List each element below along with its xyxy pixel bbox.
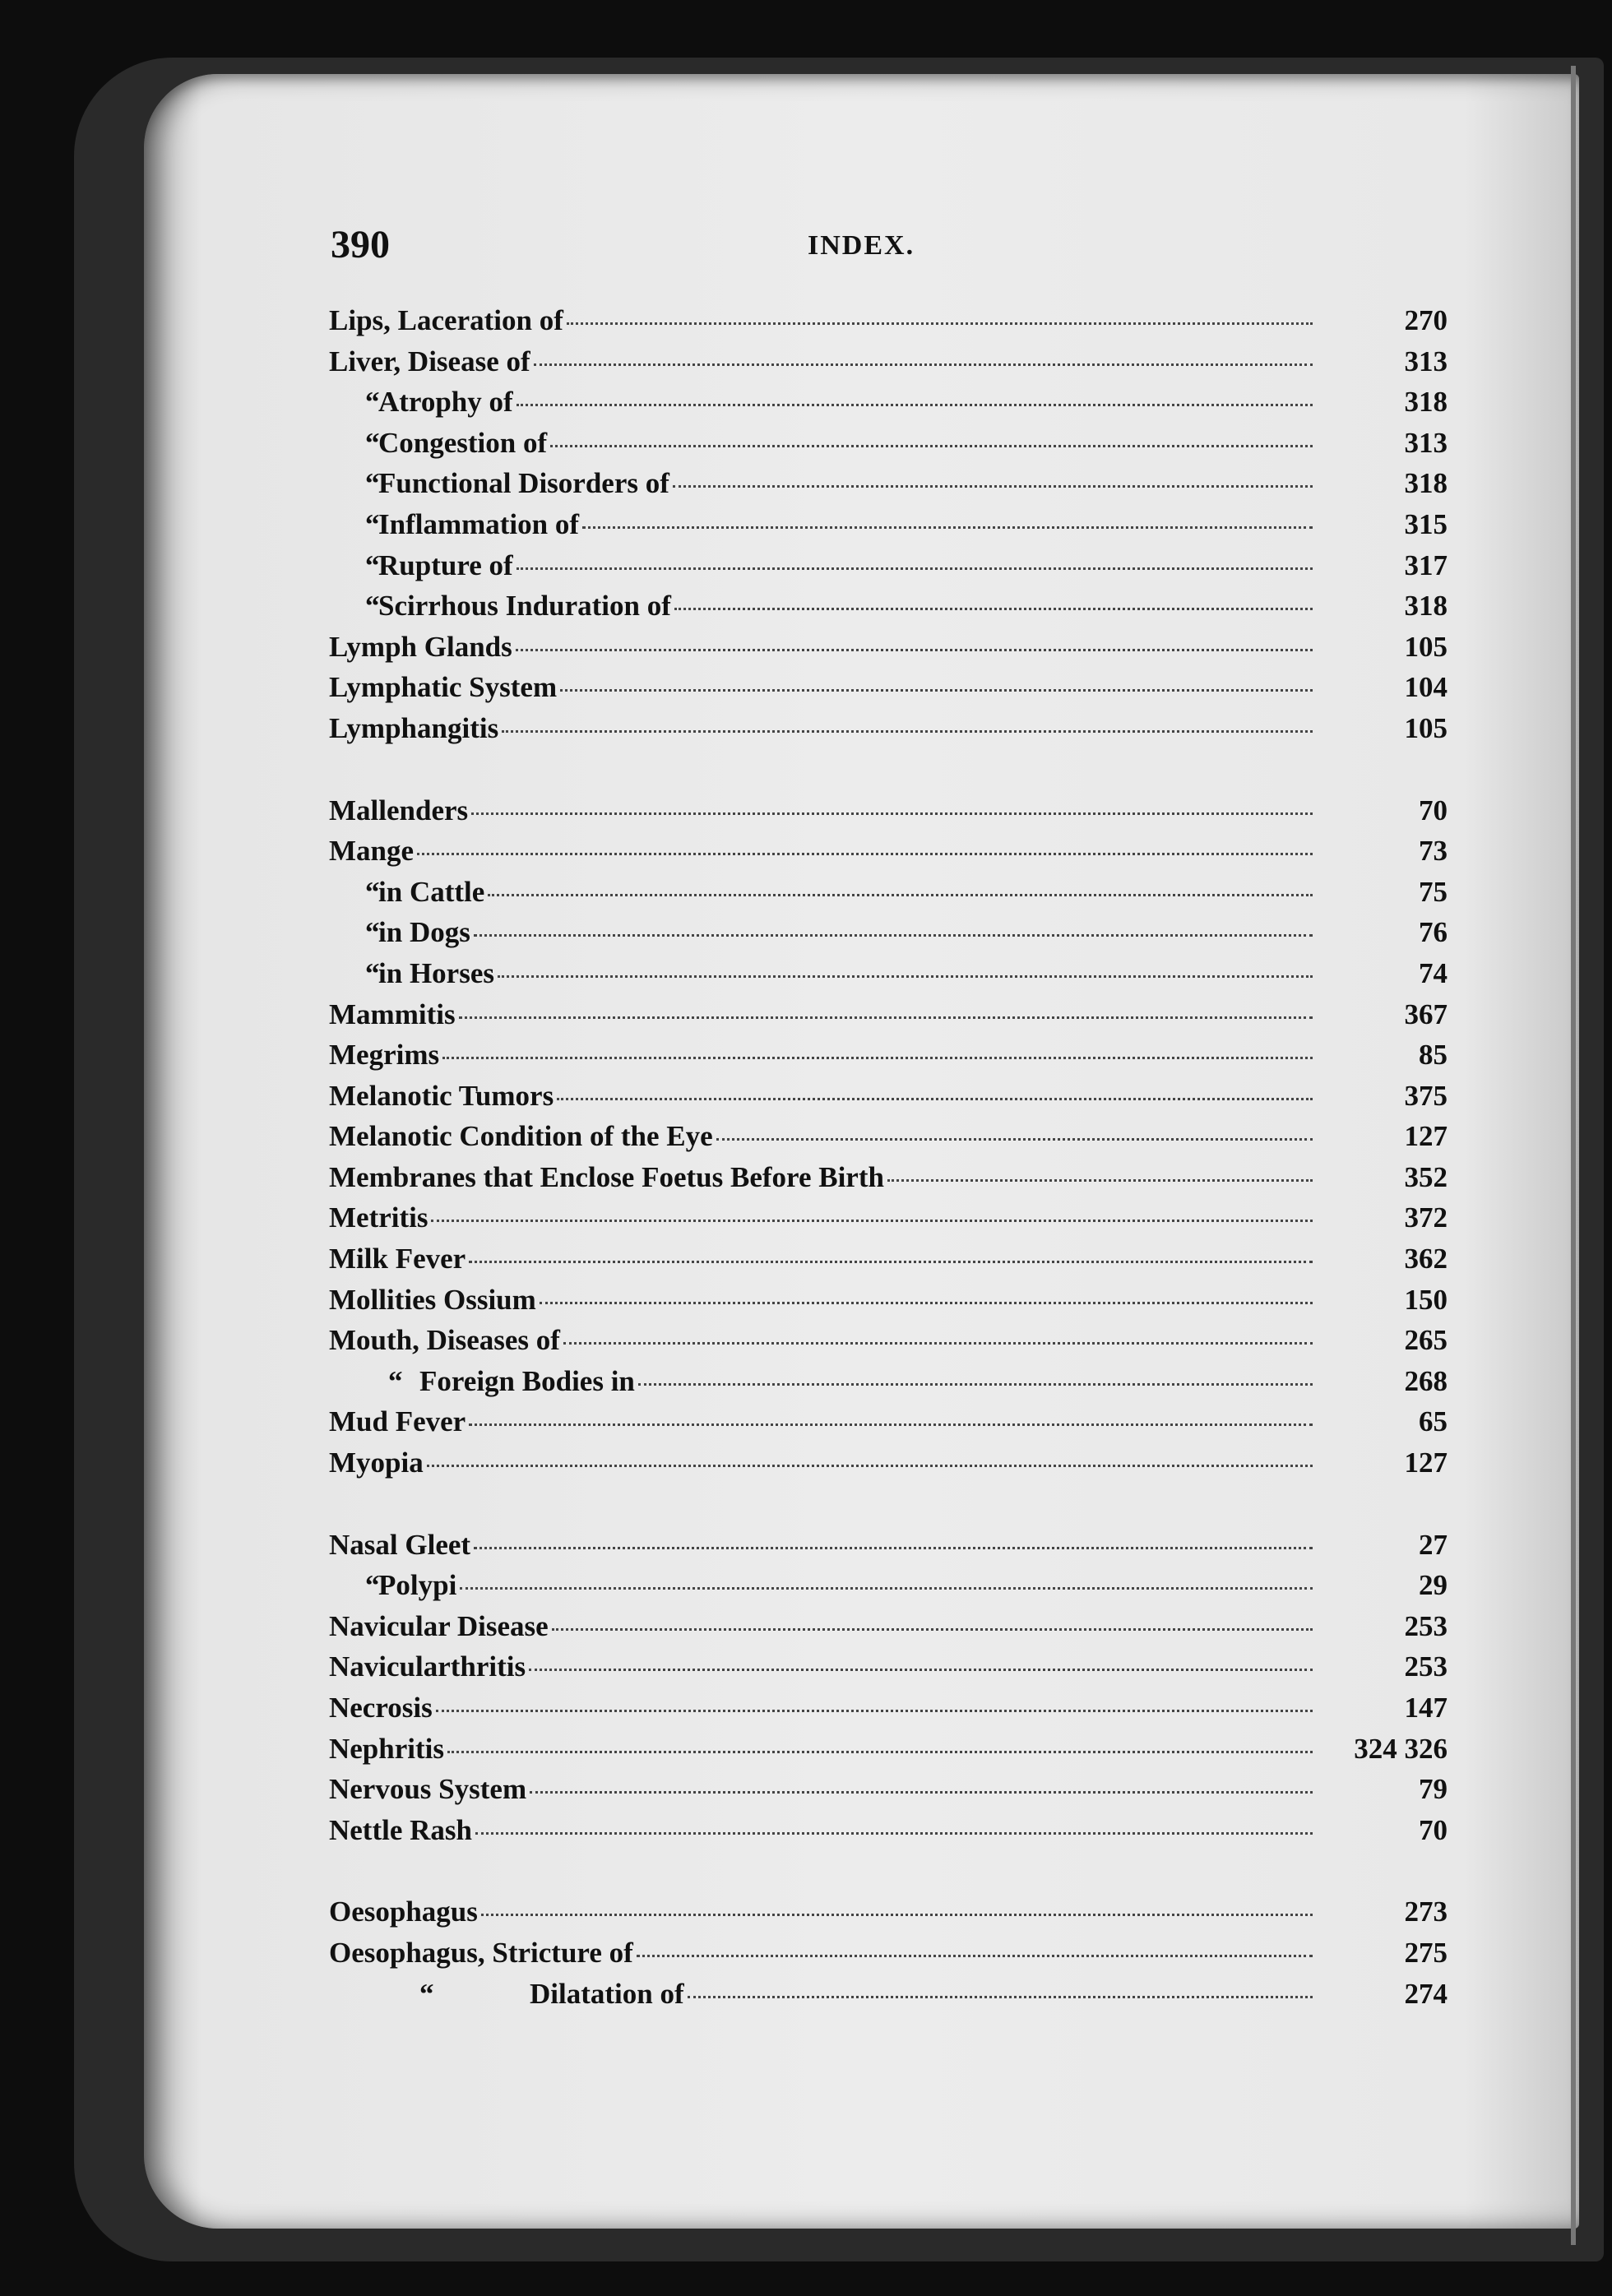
entry-label: Atrophy of	[378, 386, 513, 419]
entry-pages: 318	[1404, 386, 1448, 419]
index-entry	[329, 1814, 1448, 1855]
dot-leader	[716, 1138, 1313, 1141]
dot-leader	[557, 1098, 1313, 1100]
index-entry	[329, 1324, 1448, 1365]
index-entry	[329, 1284, 1448, 1325]
dot-leader	[637, 1955, 1313, 1957]
dot-leader	[638, 1383, 1313, 1386]
entry-pages: 274	[1404, 1977, 1448, 2010]
index-entry	[329, 1733, 1448, 1774]
dot-leader	[442, 1057, 1313, 1059]
entry-pages: 313	[1404, 345, 1448, 377]
entry-label: Mud Fever	[329, 1405, 466, 1438]
index-entry: “ Dilatation of 274	[329, 1978, 1448, 2019]
entry-pages: 65	[1419, 1405, 1448, 1438]
entry-label: Oesophagus, Stricture of	[329, 1936, 633, 1969]
entry-label: Mouth, Diseases of	[329, 1324, 560, 1357]
entry-label: Lymph Glands	[329, 630, 512, 663]
entry-label: Nasal Gleet	[329, 1528, 471, 1561]
entry-pages: 317	[1404, 549, 1448, 581]
entry-pages: 313	[1404, 426, 1448, 459]
entry-label: in Cattle	[378, 875, 485, 908]
index-entry: “ Polypi 29	[329, 1569, 1448, 1610]
entry-pages: 150	[1404, 1283, 1448, 1316]
index-entry: “ Functional Disorders of 318	[329, 467, 1448, 508]
entry-pages: 315	[1404, 507, 1448, 540]
entry-pages: 273	[1404, 1896, 1448, 1928]
entry-label: Nephritis	[329, 1732, 444, 1765]
index-entry	[329, 1610, 1448, 1651]
running-head: INDEX.	[808, 230, 915, 261]
entry-pages: 268	[1404, 1364, 1448, 1397]
index-entry	[329, 1773, 1448, 1814]
entry-label: Membranes that Enclose Foetus Before Birth	[329, 1160, 884, 1193]
entry-label: Liver, Disease of	[329, 345, 530, 377]
entry-label: Nettle Rash	[329, 1813, 472, 1846]
index-entry	[329, 1447, 1448, 1488]
entry-pages: 73	[1419, 835, 1448, 868]
entry-label: Oesophagus	[329, 1896, 478, 1928]
dot-leader	[502, 730, 1313, 733]
entry-label: Functional Disorders of	[378, 467, 669, 500]
entry-label: Dilatation of	[530, 1977, 684, 2010]
dot-leader	[436, 1710, 1313, 1712]
dot-leader	[471, 812, 1313, 815]
index-entry	[329, 345, 1448, 387]
entry-pages: 275	[1404, 1936, 1448, 1969]
entry-label: Lymphangitis	[329, 711, 499, 744]
index-entry: “ in Cattle 75	[329, 876, 1448, 917]
entry-pages: 76	[1419, 916, 1448, 949]
dot-leader	[516, 649, 1313, 651]
entry-pages: 318	[1404, 590, 1448, 623]
index-entry: “ in Dogs 76	[329, 916, 1448, 957]
entry-label: Mange	[329, 835, 415, 868]
page-number: 390	[331, 223, 390, 266]
index-entry	[329, 1161, 1448, 1202]
dot-leader	[674, 608, 1313, 610]
entry-label: Mallenders	[329, 794, 469, 826]
dot-leader	[688, 1996, 1313, 1998]
entry-label: Mollities Ossium	[329, 1283, 536, 1316]
index-entry	[329, 835, 1448, 876]
dot-leader	[563, 1342, 1313, 1345]
entry-pages: 75	[1419, 875, 1448, 908]
index-entry	[329, 1039, 1448, 1080]
dot-leader	[560, 689, 1313, 692]
entry-pages: 147	[1404, 1692, 1448, 1724]
dot-leader	[550, 445, 1313, 447]
dot-leader	[552, 1628, 1313, 1631]
index-entry	[329, 1201, 1448, 1243]
entry-label: Lips, Laceration of	[329, 304, 563, 336]
index-entry	[329, 1692, 1448, 1733]
section-gap	[329, 1488, 1448, 1529]
entry-label: Navicular Disease	[329, 1609, 549, 1642]
entry-pages: 74	[1419, 956, 1448, 989]
entry-pages: 105	[1404, 711, 1448, 744]
dot-leader	[459, 1016, 1313, 1019]
index-entry: “ Atrophy of 318	[329, 386, 1448, 427]
entry-pages: 253	[1404, 1650, 1448, 1683]
entry-label: Milk Fever	[329, 1243, 466, 1275]
dot-leader	[469, 1261, 1313, 1263]
dot-leader	[427, 1465, 1313, 1467]
entry-pages: 85	[1419, 1039, 1448, 1072]
entry-pages: 79	[1419, 1773, 1448, 1806]
section-gap	[329, 1854, 1448, 1896]
dot-leader	[447, 1751, 1313, 1753]
dot-leader	[488, 894, 1313, 896]
index-entry	[329, 712, 1448, 753]
dot-leader	[567, 322, 1313, 325]
dot-leader	[460, 1587, 1313, 1590]
index-entry	[329, 671, 1448, 712]
dot-leader	[534, 363, 1313, 366]
index-entry	[329, 631, 1448, 672]
dot-leader	[516, 404, 1313, 406]
dot-leader	[469, 1423, 1313, 1426]
dot-leader	[540, 1302, 1313, 1304]
entry-pages: 352	[1404, 1160, 1448, 1193]
index-entry: “ in Horses 74	[329, 957, 1448, 998]
index-entry: “ Inflammation of 315	[329, 508, 1448, 549]
dot-leader	[431, 1220, 1313, 1222]
entry-label: Mammitis	[329, 998, 456, 1030]
dot-leader	[582, 526, 1313, 529]
dot-leader	[529, 1669, 1313, 1671]
entry-label: Congestion of	[378, 426, 548, 459]
dot-leader	[417, 853, 1313, 855]
entry-label: Rupture of	[378, 549, 513, 581]
index-entry	[329, 1529, 1448, 1570]
entry-pages: 367	[1404, 998, 1448, 1030]
entry-label: Foreign Bodies in	[419, 1364, 635, 1397]
entry-label: Nervous System	[329, 1773, 527, 1806]
index-entry	[329, 794, 1448, 836]
section-gap	[329, 753, 1448, 794]
page-right-edge	[1571, 66, 1576, 2245]
entry-label: Melanotic Tumors	[329, 1079, 554, 1112]
entry-label: Metritis	[329, 1201, 428, 1234]
index-entry	[329, 998, 1448, 1039]
index-list	[329, 304, 1448, 2018]
index-entry	[329, 304, 1448, 345]
entry-label: Myopia	[329, 1447, 424, 1479]
dot-leader	[481, 1914, 1313, 1916]
entry-label: Necrosis	[329, 1692, 433, 1724]
dot-leader	[474, 934, 1313, 937]
dot-leader	[516, 567, 1313, 570]
entry-pages: 27	[1419, 1528, 1448, 1561]
index-entry	[329, 1243, 1448, 1284]
entry-label: Navicularthritis	[329, 1650, 526, 1683]
index-entry	[329, 1937, 1448, 1978]
entry-label: in Horses	[378, 956, 494, 989]
dot-leader	[530, 1791, 1313, 1794]
index-entry	[329, 1650, 1448, 1692]
index-entry	[329, 1405, 1448, 1447]
entry-label: Scirrhous Induration of	[378, 590, 671, 623]
entry-pages: 324 326	[1354, 1732, 1448, 1765]
entry-pages: 265	[1404, 1324, 1448, 1357]
entry-pages: 372	[1404, 1201, 1448, 1234]
dot-leader	[498, 975, 1313, 978]
entry-pages: 29	[1419, 1569, 1448, 1602]
dot-leader	[474, 1547, 1313, 1549]
entry-pages: 127	[1404, 1120, 1448, 1153]
index-entry	[329, 1896, 1448, 1937]
entry-pages: 127	[1404, 1447, 1448, 1479]
entry-pages: 253	[1404, 1609, 1448, 1642]
index-entry: “ Rupture of 317	[329, 549, 1448, 590]
index-entry	[329, 1120, 1448, 1161]
entry-pages: 70	[1419, 1813, 1448, 1846]
entry-pages: 104	[1404, 671, 1448, 704]
entry-label: Polypi	[378, 1569, 457, 1602]
entry-pages: 270	[1404, 304, 1448, 336]
dot-leader	[887, 1179, 1313, 1182]
entry-pages: 362	[1404, 1243, 1448, 1275]
entry-label: Megrims	[329, 1039, 440, 1072]
index-entry	[329, 1080, 1448, 1121]
index-entry: “ Scirrhous Induration of 318	[329, 590, 1448, 631]
entry-pages: 375	[1404, 1079, 1448, 1112]
entry-label: Inflammation of	[378, 507, 580, 540]
entry-pages: 105	[1404, 630, 1448, 663]
index-entry: “ Foreign Bodies in 268	[329, 1365, 1448, 1406]
index-entry: “ Congestion of 313	[329, 427, 1448, 468]
entry-label: Melanotic Condition of the Eye	[329, 1120, 713, 1153]
dot-leader	[475, 1832, 1313, 1835]
entry-label: in Dogs	[378, 916, 470, 949]
dot-leader	[673, 485, 1313, 488]
entry-label: Lymphatic System	[329, 671, 558, 704]
entry-pages: 70	[1419, 794, 1448, 826]
entry-pages: 318	[1404, 467, 1448, 500]
